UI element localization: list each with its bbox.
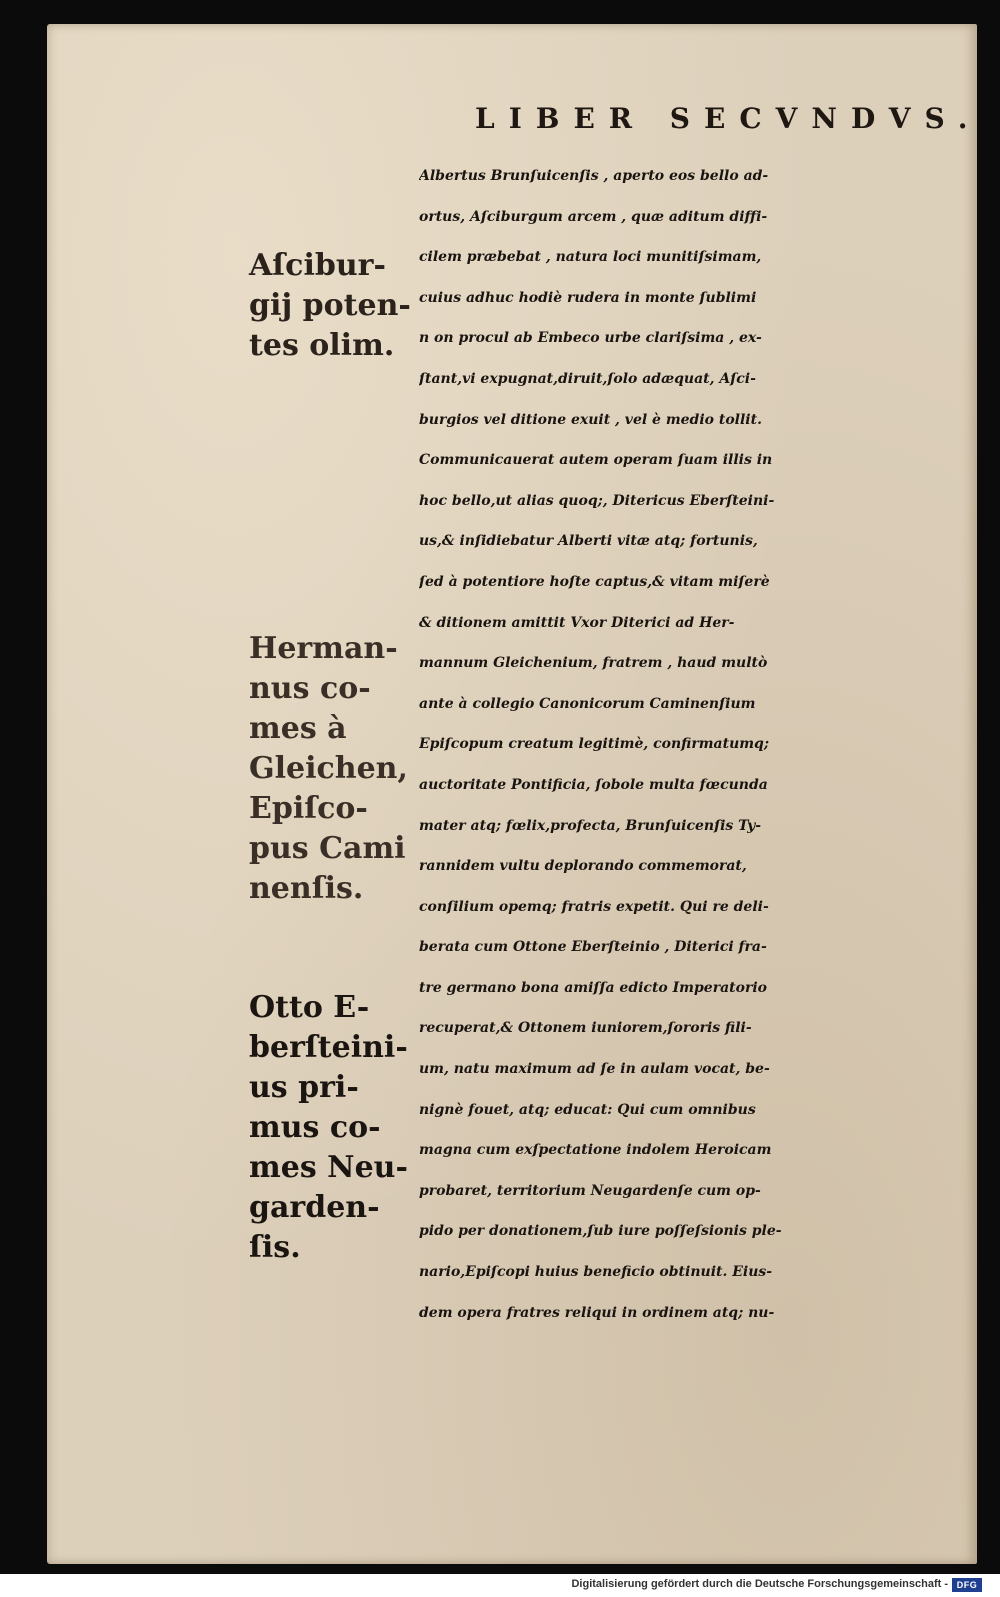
margin-note-line: berſteini- — [249, 1030, 408, 1065]
margin-note-line: mus co- — [249, 1110, 381, 1145]
margin-note-line: nus co- — [249, 671, 371, 706]
margin-note-line: Aſcibur- — [249, 248, 386, 283]
margin-note-line: Gleichen, — [249, 751, 408, 786]
body-line: dem opera fratres reliqui in ordinem atq; nu- — [419, 1304, 775, 1321]
margin-note-line: tes olim. — [249, 328, 395, 363]
body-line: hoc bello,ut alias quoq;, Ditericus Eberſteini- — [419, 492, 775, 509]
margin-note-hermannus — [249, 629, 414, 909]
margin-note-line: pus Cami — [249, 831, 406, 866]
body-line: mannum Gleichenium, fratrem , haud multò — [419, 655, 768, 672]
margin-note-line: garden- — [249, 1190, 380, 1225]
body-line: ortus, Aſciburgum arcem , quæ aditum diffi- — [419, 208, 768, 225]
body-line: berata cum Ottone Eberſteinio , Diterici fra- — [419, 939, 767, 956]
funding-notice: Digitalisierung gefördert durch die Deutsche Forschungsgemeinschaft - — [571, 1578, 948, 1590]
margin-note-line: Epiſco- — [249, 791, 368, 826]
body-line: Communicauerat autem operam ſuam illis in — [419, 452, 773, 469]
body-line: ſtant,vi expugnat,diruit,ſolo adæquat, Aſci- — [419, 370, 756, 387]
body-line: cuius adhuc hodiè rudera in monte ſublimi — [419, 289, 757, 306]
margin-note-line: Otto E- — [249, 990, 370, 1025]
body-line: burgios vel ditione exuit , vel è medio tollit. — [419, 411, 762, 428]
running-head: LIBER SECVNDVS. — [475, 102, 982, 135]
body-line: auctoritate Pontificia, ſobole multa fœcunda — [419, 776, 768, 793]
body-line: um, natu maximum ad ſe in aulam vocat, be- — [419, 1061, 770, 1078]
margin-note-line: Herman- — [249, 631, 398, 666]
body-line: & ditionem amittit Vxor Diterici ad Her- — [419, 614, 735, 631]
margin-note-line: gij poten- — [249, 288, 411, 323]
body-line: conſilium opemq; fratris expetit. Qui re deli- — [419, 898, 769, 915]
body-line: Albertus Brunſuicenſis , aperto eos bello ad- — [419, 168, 769, 184]
margin-note-line: mes Neu- — [249, 1150, 408, 1185]
body-line: magna cum exſpectatione indolem Heroicam — [419, 1142, 772, 1159]
digitization-footer — [0, 1574, 1000, 1597]
body-line: nignè fouet, atq; educat: Qui cum omnibus — [419, 1101, 756, 1118]
margin-note-line: mes à — [249, 711, 347, 746]
body-line: Epiſcopum creatum legitimè, confirmatumq; — [419, 736, 770, 753]
body-line: ante à collegio Canonicorum Caminenſium — [419, 695, 756, 712]
body-line: probaret, territorium Neugardenſe cum op- — [419, 1182, 761, 1199]
body-text — [419, 156, 1000, 1333]
margin-note-line: us pri- — [249, 1070, 359, 1105]
body-line: rannidem vultu deplorando commemorat, — [419, 858, 747, 875]
body-line: pido per donationem,ſub iure poſſeſsionis ple- — [419, 1223, 782, 1240]
margin-note-line: ſis. — [249, 1230, 301, 1265]
body-line: ſed à potentiore hoſte captus,& vitam miſerè — [419, 573, 770, 590]
margin-note-otto — [249, 988, 414, 1268]
body-line: tre germano bona amiſſa edicto Imperatorio — [419, 979, 767, 996]
body-line: mater atq; fœlix,profecta, Brunſuicenſis Ty- — [419, 817, 762, 834]
body-line: us,& inſidiebatur Alberti vitæ atq; fortunis, — [419, 533, 758, 550]
margin-note-line: nenſis. — [249, 871, 364, 906]
body-line: n on procul ab Embeco urbe clariſsima , ex- — [419, 330, 762, 347]
body-line: recuperat,& Ottonem iuniorem,ſororis fili- — [419, 1020, 752, 1037]
book-page — [47, 24, 982, 1564]
margin-note-asciburgii — [249, 246, 414, 366]
dfg-logo: DFG — [952, 1578, 982, 1592]
body-line: cilem præbebat , natura loci munitiſsimam, — [419, 249, 762, 266]
body-line: nario,Epiſcopi huius beneficio obtinuit. Eius- — [419, 1264, 773, 1281]
